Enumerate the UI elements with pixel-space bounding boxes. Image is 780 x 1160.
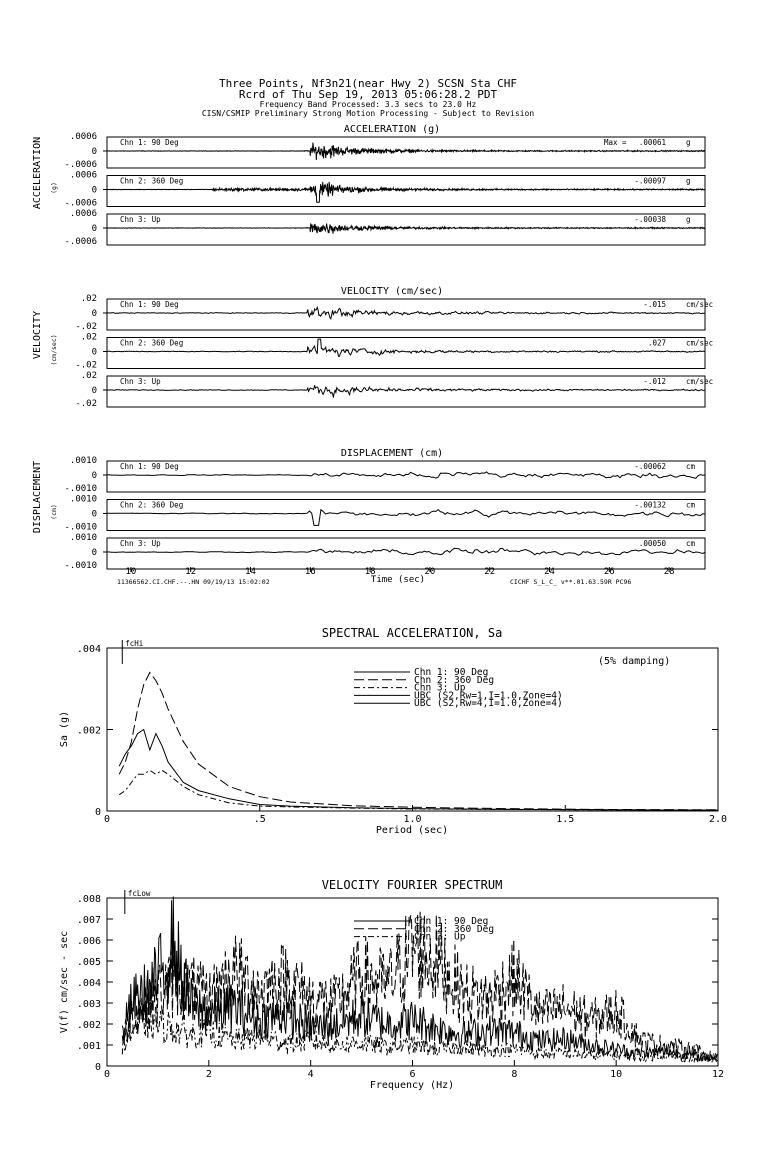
time-tick-label: 16 (304, 567, 316, 577)
y-tick-zero: 0 (91, 471, 97, 481)
x-tick-label: 12 (711, 1069, 725, 1080)
max-value: -.00132 (634, 500, 666, 510)
time-axis-label: Time (sec) (370, 575, 426, 585)
max-unit: cm (686, 539, 696, 548)
sa-plot-frame (107, 648, 718, 811)
time-series-panel-2 (32, 286, 713, 409)
panel-side-label: ACCELERATION (32, 136, 43, 210)
fs-x-label: Frequency (Hz) (369, 1080, 455, 1091)
legend-entry-3: Chn 3: Up (414, 931, 466, 943)
fs-chart-title: VELOCITY FOURIER SPECTRUM (321, 878, 503, 892)
time-tick-label: 18 (364, 567, 376, 577)
max-prefix: Max = (604, 138, 627, 147)
y-tick-label: 0 (94, 807, 101, 818)
max-value: .00061 (638, 138, 666, 147)
y-tick-top: .0010 (69, 456, 97, 466)
channel-label: Chn 3: Up (120, 377, 161, 386)
x-tick-label: 0 (103, 1069, 111, 1080)
panel-title: VELOCITY (cm/sec) (340, 286, 444, 297)
y-tick-top: .0006 (69, 132, 97, 142)
channel-strip-2 (64, 171, 705, 209)
channel-frame (107, 214, 705, 245)
max-unit: g (686, 215, 691, 224)
y-tick-label: .007 (76, 915, 101, 926)
x-tick-label: .5 (253, 814, 266, 825)
time-tick-label: 14 (245, 567, 256, 577)
sa-y-label: Sa (g) (59, 710, 70, 748)
y-tick-label: .001 (76, 1041, 101, 1052)
header-processing-line: CISN/CSMIP Preliminary Strong Motion Processing - Subject to Revision (201, 109, 535, 118)
y-tick-zero: 0 (91, 386, 97, 396)
y-tick-zero: 0 (91, 185, 97, 196)
y-tick-zero: 0 (91, 548, 97, 558)
sa-damping-note: (5% damping) (598, 656, 671, 667)
time-tick-label: 12 (185, 567, 197, 577)
channel-label: Chn 2: 360 Deg (120, 500, 184, 510)
y-tick-zero: 0 (91, 509, 97, 520)
panel-side-label: DISPLACEMENT (32, 460, 43, 534)
time-tick-label: 26 (603, 567, 615, 577)
time-footer-right: CICHF S_L_C_ v**.01.63.59R PC96 (510, 578, 632, 586)
y-tick-label: .002 (76, 1020, 101, 1031)
max-value: -.00038 (634, 215, 666, 224)
y-tick-bottom: -.02 (75, 322, 97, 332)
waveform-trace (107, 548, 705, 555)
time-tick-label: 20 (424, 567, 436, 577)
legend-entry-5: UBC (S2,Rw=4,I=1.0,Zone=4) (414, 698, 563, 710)
y-tick-top: .02 (80, 371, 97, 381)
legend-entry-1: Chn 1: 90 Deg (414, 916, 489, 927)
y-tick-bottom: -.02 (75, 399, 97, 409)
x-tick-label: 2.0 (708, 814, 728, 825)
waveform-trace (107, 510, 705, 526)
y-tick-top: .0010 (69, 494, 97, 505)
max-unit: cm (686, 500, 696, 510)
y-tick-label: .003 (76, 999, 101, 1010)
channel-strip-3 (64, 533, 705, 571)
fs-y-label: V(f) cm/sec - sec (59, 930, 70, 1034)
channel-strip-3 (75, 371, 713, 409)
cutoff-marker-label: fcLow (127, 889, 151, 898)
y-tick-zero: 0 (91, 309, 97, 319)
y-tick-bottom: -.0010 (64, 484, 97, 494)
y-tick-top: .02 (80, 332, 97, 343)
max-unit: cm/sec (686, 300, 714, 309)
panel-title: ACCELERATION (g) (343, 124, 441, 135)
panel-side-unit: (cm) (50, 504, 58, 520)
y-tick-bottom: -.0006 (64, 198, 97, 209)
y-tick-label: .004 (76, 644, 101, 655)
channel-frame (107, 338, 705, 369)
y-tick-top: .0006 (69, 209, 97, 219)
x-tick-label: 10 (610, 1069, 623, 1080)
sa-x-label: Period (sec) (375, 825, 449, 836)
x-tick-label: 2 (205, 1069, 212, 1080)
header-band-line: Frequency Band Processed: 3.3 secs to 23.0 Hz (259, 100, 477, 109)
max-value: -.00097 (634, 176, 666, 186)
legend-entry-3: Chn 3: Up (414, 682, 466, 694)
max-unit: g (686, 176, 691, 186)
legend-entry-2: Chn 2: 360 Deg (414, 923, 495, 935)
y-tick-zero: 0 (91, 347, 97, 358)
channel-strip-2 (64, 495, 705, 533)
cutoff-marker-label: fcHi (125, 639, 144, 648)
legend-entry-4: UBC (S2,Rw=1,I=1.0,Zone=4) (414, 690, 563, 702)
y-tick-label: .005 (76, 957, 101, 968)
header-station-line: Three Points, Nf3n21(near Hwy 2) SCSN Sta CHF (218, 77, 518, 90)
channel-frame (107, 376, 705, 407)
channel-strip-2 (75, 333, 713, 371)
sa-legend (354, 667, 563, 709)
sa-chart-title: SPECTRAL ACCELERATION, Sa (321, 626, 503, 640)
x-tick-label: 0 (103, 814, 111, 825)
time-series-panel-3 (32, 448, 705, 571)
x-tick-label: 4 (307, 1069, 314, 1080)
legend-entry-2: Chn 2: 360 Deg (414, 674, 495, 686)
panel-title: DISPLACEMENT (cm) (340, 448, 444, 459)
y-tick-zero: 0 (91, 224, 97, 234)
max-value: -.012 (643, 377, 666, 386)
y-tick-bottom: -.02 (75, 360, 97, 371)
y-tick-zero: 0 (91, 147, 97, 157)
y-tick-top: .0006 (69, 170, 97, 181)
y-tick-bottom: -.0006 (64, 160, 97, 170)
max-value: -.015 (643, 300, 666, 309)
y-tick-bottom: -.0010 (64, 522, 97, 533)
channel-strip-1 (75, 294, 713, 332)
fourier-spectrum-chart (59, 878, 724, 1091)
spectral-acceleration-chart (59, 626, 727, 836)
x-tick-label: 1.5 (556, 814, 575, 825)
panel-side-unit: (cm/sec) (50, 334, 58, 366)
header-record-line: Rcrd of Thu Sep 19, 2013 05:06:28.2 PDT (238, 88, 498, 101)
panel-side-label: VELOCITY (32, 310, 43, 360)
panel-side-unit: (g) (50, 182, 58, 194)
y-tick-bottom: -.0010 (64, 561, 97, 571)
max-unit: cm/sec (686, 377, 714, 386)
waveform-trace (107, 385, 705, 397)
legend-entry-1: Chn 1: 90 Deg (414, 667, 489, 678)
y-tick-label: .002 (76, 725, 101, 737)
series-line-3 (119, 770, 718, 810)
max-unit: cm/sec (686, 338, 714, 348)
x-tick-label: 1.0 (403, 814, 422, 825)
y-tick-top: .02 (80, 294, 97, 304)
x-tick-label: 8 (511, 1069, 518, 1080)
max-value: -.00062 (634, 462, 666, 471)
waveform-trace (107, 307, 705, 318)
channel-strip-1 (64, 456, 705, 494)
max-value: .027 (647, 338, 666, 348)
time-series-panel-1 (32, 124, 705, 247)
max-value: .00050 (638, 539, 666, 548)
channel-label: Chn 2: 360 Deg (120, 176, 184, 186)
x-tick-label: 6 (409, 1069, 416, 1080)
fs-legend (354, 916, 494, 943)
waveform-trace (107, 472, 705, 478)
y-tick-label: .008 (76, 894, 101, 905)
time-series-panels (32, 124, 713, 571)
time-tick-label: 24 (544, 567, 555, 577)
channel-label: Chn 1: 90 Deg (120, 300, 179, 309)
max-unit: g (686, 138, 691, 147)
channel-label: Chn 2: 360 Deg (120, 338, 184, 348)
time-tick-label: 28 (663, 567, 675, 577)
y-tick-top: .0010 (69, 533, 97, 543)
channel-label: Chn 3: Up (120, 539, 161, 548)
channel-label: Chn 3: Up (120, 215, 161, 224)
channel-label: Chn 1: 90 Deg (120, 138, 179, 147)
waveform-trace (107, 182, 705, 203)
y-tick-label: .004 (76, 978, 101, 989)
channel-frame (107, 500, 705, 531)
channel-strip-3 (64, 209, 705, 247)
report-header (202, 77, 535, 118)
series-line-1 (119, 730, 718, 811)
y-tick-label: 0 (94, 1062, 101, 1073)
time-footer-left: 11366562.CI.CHF.--.HN 09/19/13 15:02:02 (117, 578, 270, 586)
channel-strip-1 (64, 132, 705, 170)
channel-frame (107, 176, 705, 207)
waveform-trace (107, 223, 705, 233)
waveform-trace (107, 339, 705, 356)
channel-label: Chn 1: 90 Deg (120, 462, 179, 471)
max-unit: cm (686, 462, 696, 471)
y-tick-label: .006 (76, 936, 101, 947)
channel-frame (107, 299, 705, 330)
time-tick-label: 22 (484, 567, 496, 577)
y-tick-bottom: -.0006 (64, 237, 97, 247)
time-tick-label: 10 (125, 567, 137, 577)
